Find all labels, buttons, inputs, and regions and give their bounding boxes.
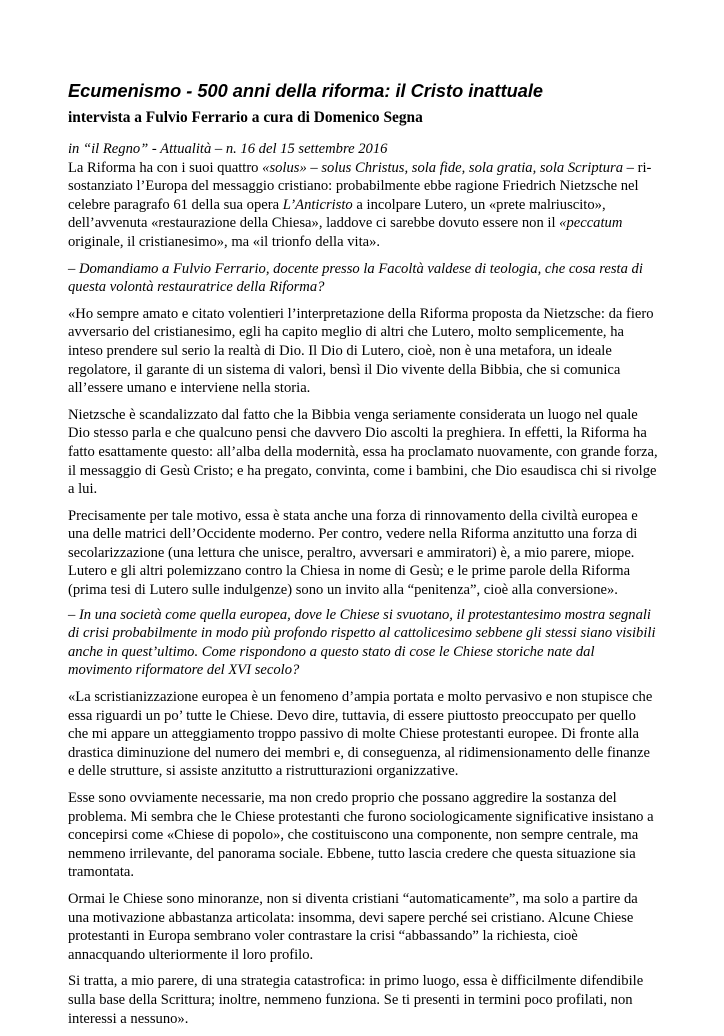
answer-2-paragraph-4: Si tratta, a mio parere, di una strategia catastrofica: in primo luogo, essa è difficilmente difendibile sulla base della Scrittura; inoltre, nemmeno funziona. Se ti presenti in termini poco profilati, non interessi a nessuno». bbox=[68, 973, 644, 1027]
answer-2-paragraph-3: Ormai le Chiese sono minoranze, non si diventa cristiani “automaticamente”, ma solo a partire da una motivazione abbastanza articolata: insomma, devi sapere perché sei cristiano. Alcune Chiese protestanti in Europa sembrano voler contrastare la crisi “abbassando” la richiesta, cioè annacquando ulteriormente il loro profilo. bbox=[68, 890, 638, 963]
answer-2-paragraph-1: «La scristianizzazione europea è un fenomeno d’ampia portata e molto pervasivo e non stupisce che essa riguardi un po’ tutte le Chiese. Devo dire, tuttavia, di essere piuttosto preoccupato per quello che mi appare un atteggiamento troppo passivo di molte Chiese protestanti europee. Di fronte alla drastica diminuzione del numero dei membri e, di conseguenza, al ridimensionamento delle finanze e delle strutture, si assiste anzitutto a ristrutturazioni organizzative. bbox=[68, 689, 653, 780]
intro-work-title: L’Anticristo bbox=[282, 196, 353, 213]
question-2: – In una società come quella europea, dove le Chiese si svuotano, il protestantesimo mostra segnali di crisi probabilmente in modo più profondo rispetto al cattolicesimo sebbene gli stessi siano visibili anche in quest’ultimo. Come rispondono a questo stato di cose le Chiese storiche nate dal movimento riformatore del XVI secolo? bbox=[68, 606, 656, 679]
article-subtitle: intervista a Fulvio Ferrario a cura di Domenico Segna bbox=[68, 109, 423, 126]
intro-paragraph bbox=[68, 159, 658, 252]
intro-peccatum: «peccatum bbox=[559, 215, 623, 232]
question-1: – Domandiamo a Fulvio Ferrario, docente presso la Facoltà valdese di teologia, che cosa resta di questa volontà restauratrice della Riforma? bbox=[68, 260, 643, 296]
intro-mottos: solus Christus, sola fide, sola gratia, sola Scriptura bbox=[321, 159, 623, 176]
intro-text-4: a incolpare Lutero, un «prete malriuscito», dell’avvenuta «restaurazione della Chiesa», laddove ci sarebbe dovuto essere non il bbox=[68, 196, 606, 232]
answer-1-paragraph-3: Precisamente per tale motivo, essa è stata anche una forza di rinnovamento della civiltà europea e una delle matrici dell’Occidente moderno. Per contro, vedere nella Riforma anzitutto una forza di secolarizzazione (una lettura che unisce, peraltro, avversari e ammiratori) è, a mio parere, miope. Lutero e gli altri polemizzano contro la Chiesa in nome di Gesù; e le prime parole della Riforma (prima tesi di Lutero sulle indulgenze) sono un invito alla “penitenza”, cioè alla conversione». bbox=[68, 507, 638, 599]
intro-text-2: – bbox=[306, 159, 322, 176]
document-page bbox=[68, 80, 658, 1036]
answer-1-paragraph-2: Nietzsche è scandalizzato dal fatto che la Bibbia venga seriamente considerata un luogo nel quale Dio stesso parla e che qualcuno pensi che davvero Dio ascolti la preghiera. In effetti, la Riforma ha fatto esattamente questo: all’alba della modernità, essa ha proclamato nuovamente, con grande forza, il messaggio di Gesù Cristo; e ha pregato, convinta, come i bambini, che Dio esaudisca chi si rivolge a lui. bbox=[68, 406, 658, 498]
intro-text-1: La Riforma ha con i suoi quattro bbox=[68, 159, 263, 176]
answer-1-paragraph-1: «Ho sempre amato e citato volentieri l’interpretazione della Riforma proposta da Nietzsche: da fiero avversario del cristianesimo, egli ha capito meglio di altri che Lutero, molto semplicemente, ha inteso prendere sul serio la realtà di Dio. Il Dio di Lutero, cioè, non è una metafora, un ideale regolatore, il garante di un sistema di valori, bensì il Dio vivente della Bibbia, che si comunica all’essere umano e interviene nella storia. bbox=[68, 305, 654, 397]
article-source: in “il Regno” - Attualità – n. 16 del 15 settembre 2016 bbox=[68, 141, 388, 157]
intro-text-3: – ri-sostanziato l’Europa del messaggio cristiano: probabilmente ebbe ragione Friedrich Nietzsche nel celebre paragrafo 61 della sua opera bbox=[68, 159, 652, 213]
intro-text-5: originale, il cristianesimo», ma «il trionfo della vita». bbox=[68, 233, 381, 250]
answer-2-paragraph-2: Esse sono ovviamente necessarie, ma non credo proprio che possano aggredire la sostanza del problema. Mi sembra che le Chiese protestanti che furono sociologicamente significative insistano a concepirsi come «Chiese di popolo», che costituiscono una componente, non sempre centrale, ma nemmeno irrilevante, del panorama sociale. Ebbene, tutto lascia credere che questa situazione sia tramontata. bbox=[68, 790, 654, 881]
intro-solus: «solus» bbox=[262, 159, 307, 176]
article-title: Ecumenismo - 500 anni della riforma: il Cristo inattuale bbox=[68, 81, 544, 101]
